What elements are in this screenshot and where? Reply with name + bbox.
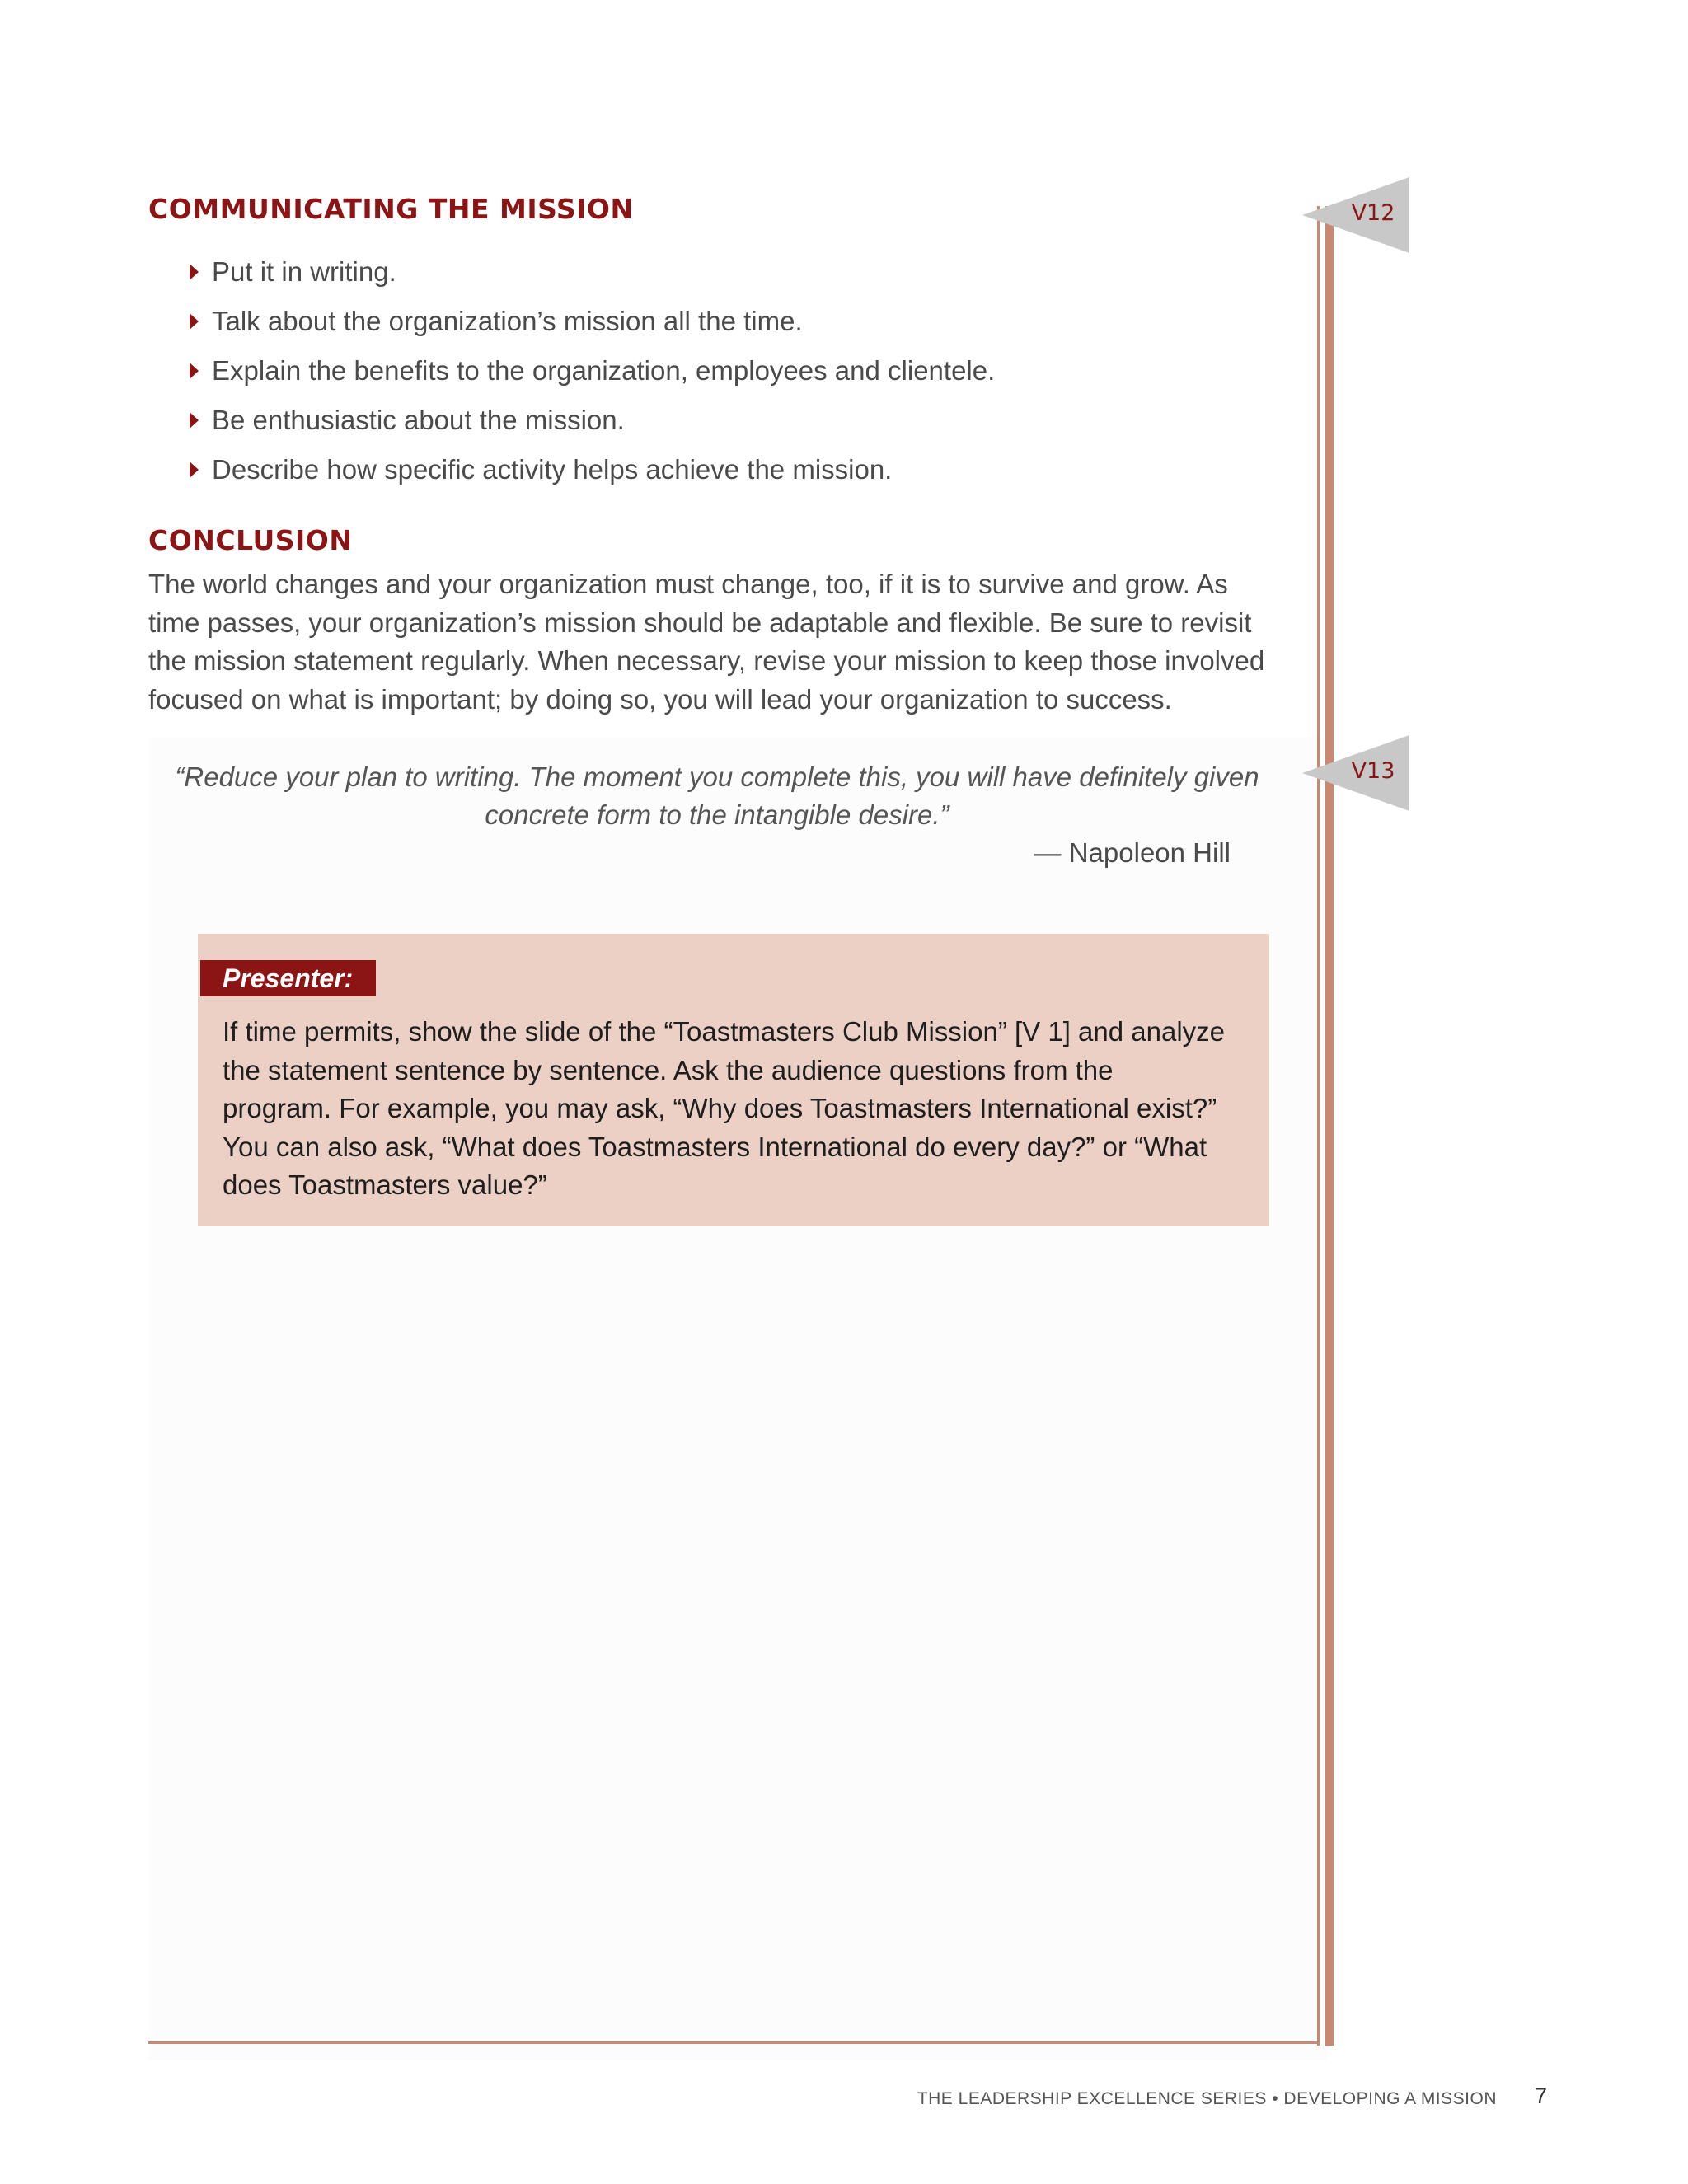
section-heading-communicating: COMMUNICATING THE MISSION [148,193,634,225]
bullet-arrow-icon [190,412,199,429]
bullet-text: Be enthusiastic about the mission. [212,405,625,435]
presenter-note-box [198,934,1269,1226]
list-item [190,297,995,346]
bullet-text: Describe how specific activity helps achieve the mission. [212,454,893,485]
conclusion-paragraph: The world changes and your organization must change, too, if it is to survive and grow. As time passes, your organization’s mission should be adaptable and flexible. Be sure to revisit the mission statement regularly. When necessary, revise your mission to keep those involved focused on what is important; by doing so, you will lead your organization to success. [148,569,1265,715]
slide-marker-v12 [1302,177,1409,253]
slide-marker-label: V12 [1351,200,1395,226]
bullet-arrow-icon [190,363,199,379]
bottom-rule [148,2041,1320,2044]
footer-series-title: THE LEADERSHIP EXCELLENCE SERIES • DEVELOPING A MISSION [917,2089,1497,2108]
bullet-arrow-icon [190,264,199,280]
quote-text: “Reduce your plan to writing. The moment you complete this, you will have definitely given concrete form to the intangible desire.” [175,762,1259,830]
bullet-list [190,247,995,494]
list-item [190,445,995,494]
list-item [190,247,995,297]
margin-rule-thin [1317,206,1320,2046]
presenter-note-text: If time permits, show the slide of the “Toastmasters Club Mission” [V 1] and analyze the statement sentence by sentence. Ask the audience questions from the program. For example, you may ask, “Why does Toastmasters International exist?” You can also ask, “What does Toastmasters International do every day?” or “What does Toastmasters value?” [223,1016,1226,1200]
list-item [190,346,995,396]
bullet-text: Explain the benefits to the organization, employees and clientele. [212,355,996,386]
bullet-arrow-icon [190,313,199,330]
slide-marker-v13 [1302,735,1409,811]
presenter-label: Presenter: [200,960,376,996]
page-number: 7 [1535,2083,1548,2108]
list-item [190,396,995,445]
bullet-text: Put it in writing. [212,256,396,287]
bullet-arrow-icon [190,462,199,478]
margin-rule-thick [1325,206,1334,2046]
slide-marker-label: V13 [1351,758,1395,784]
quote-author: — Napoleon Hill [1034,837,1231,868]
bullet-text: Talk about the organization’s mission all the time. [212,306,803,336]
section-heading-conclusion: CONCLUSION [148,524,353,556]
